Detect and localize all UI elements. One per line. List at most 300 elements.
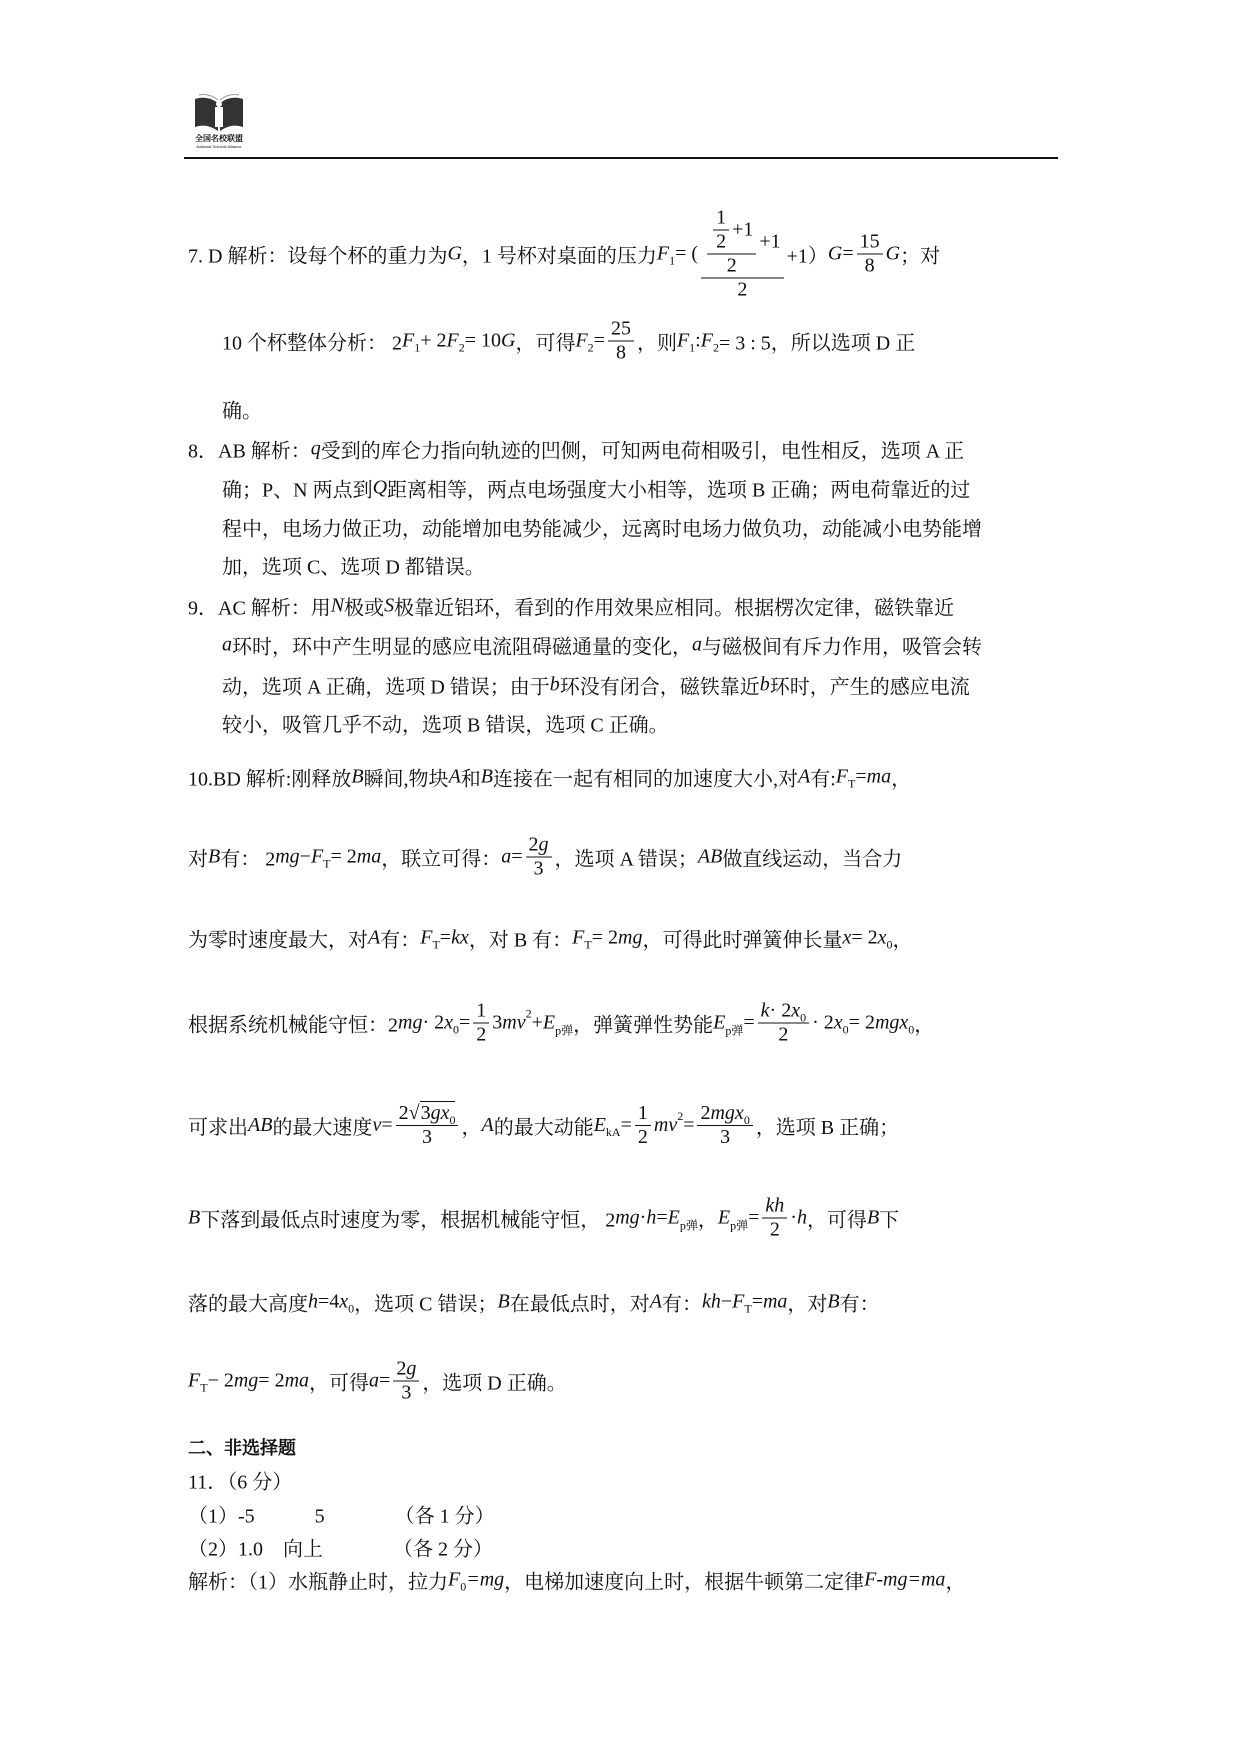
math-variable: F	[575, 329, 588, 352]
text-run: ，	[891, 768, 912, 791]
denominator	[713, 231, 729, 254]
text-run: =	[459, 1011, 471, 1034]
subscript: 1	[669, 253, 676, 268]
text-run: ，联立可得：	[381, 848, 502, 871]
math-variable: mgx	[874, 1011, 909, 1034]
text-run: = 2	[258, 1369, 285, 1392]
text-line	[188, 1466, 292, 1495]
math-variable: AB	[697, 845, 723, 868]
text-run: =	[748, 1206, 760, 1229]
text-run: （2）1.0 向上 （各 2 分）	[188, 1538, 493, 1561]
math-variable: mv	[653, 1113, 678, 1136]
text-line	[222, 709, 669, 738]
subscript: 2	[458, 340, 465, 355]
denominator	[531, 858, 547, 881]
text-run: 动，选项 A 正确，选项 D 错误；由于	[222, 676, 550, 699]
text-run: 2	[726, 254, 737, 277]
text-run: ，可得此时弹簧伸长量	[642, 929, 843, 952]
text-run: 8	[615, 341, 626, 364]
text-run: +1	[732, 218, 754, 241]
text-line	[188, 1566, 965, 1595]
math-variable: x	[842, 926, 852, 949]
math-variable: k	[760, 999, 770, 1022]
math-variable: x	[791, 999, 801, 1022]
subscript: T	[848, 776, 856, 791]
text-run: 8．AB 解析：	[188, 440, 311, 463]
book-logo-icon	[191, 93, 247, 133]
denominator	[473, 1024, 489, 1047]
text-line	[222, 551, 485, 580]
logo-english-text: National Schools Alliance	[196, 144, 242, 149]
text-run: =	[842, 242, 854, 265]
subscript: 2	[587, 340, 594, 355]
denominator	[862, 255, 878, 278]
text-run: 10.BD 解析:刚释放	[188, 768, 352, 791]
subscript: kA	[605, 1124, 621, 1139]
math-variable: kh	[701, 1290, 721, 1313]
subscript: p弹	[725, 1023, 744, 1038]
denominator	[775, 1024, 791, 1047]
section-heading: 二、非选择题	[188, 1438, 296, 1459]
fraction	[713, 207, 729, 254]
text-run: =	[381, 1113, 393, 1136]
text-run: =	[656, 1206, 668, 1229]
text-run: = 10	[464, 329, 501, 352]
text-line	[188, 1358, 567, 1405]
numerator	[707, 207, 756, 255]
math-variable: b	[549, 673, 560, 696]
math-variable: F-mg=ma	[864, 1568, 946, 1591]
numerator	[713, 207, 729, 231]
text-run: 根据系统机械能守恒：2	[188, 1014, 398, 1037]
text-line	[222, 631, 982, 660]
fraction	[526, 834, 552, 881]
text-run: · 2	[812, 1011, 834, 1034]
text-run: ，可得	[806, 1209, 867, 1232]
text-run: ，1 号杯对桌面的压力	[461, 245, 657, 268]
text-run: 有：	[380, 929, 421, 952]
math-variable: ma	[356, 845, 382, 868]
math-variable: E	[542, 1011, 556, 1034]
text-run: 环时，产生的感应电流	[769, 676, 970, 699]
fraction	[473, 1000, 489, 1047]
text-line	[188, 1288, 880, 1317]
denominator	[398, 1382, 414, 1405]
header-divider	[184, 157, 1058, 159]
subscript: 0	[908, 1022, 915, 1037]
text-run: 极靠近铝环，看到的作用效果应相同。根据楞次定律，磁铁靠近	[394, 597, 955, 620]
text-line	[222, 474, 970, 503]
text-run: ，	[461, 1116, 482, 1139]
denominator	[717, 1126, 733, 1149]
text-run: ，弹簧弹性势能	[573, 1014, 714, 1037]
text-run: 7. D 解析：设每个杯的重力为	[188, 245, 448, 268]
math-variable: ma	[762, 1290, 788, 1313]
math-variable: A	[448, 765, 461, 788]
text-run: 和	[460, 768, 481, 791]
text-run: 为零时速度最大，对	[188, 929, 368, 952]
subscript: T	[432, 937, 440, 952]
math-variable: h	[796, 1206, 807, 1229]
fraction	[758, 1000, 809, 1047]
math-variable: x	[444, 1011, 454, 1034]
numerator	[396, 1101, 459, 1126]
math-variable: g	[538, 833, 549, 856]
text-run: =4	[318, 1290, 340, 1313]
text-run: 较小，吸管几乎不动，选项 B 错误，选项 C 正确。	[222, 714, 669, 737]
fraction	[396, 1101, 459, 1149]
text-run: 可求出	[188, 1116, 248, 1139]
text-run: 有：	[661, 1293, 702, 1316]
text-line	[188, 1195, 899, 1242]
text-run: 15	[859, 230, 880, 253]
math-variable: G	[447, 242, 462, 265]
text-run: −	[299, 845, 311, 868]
subscript: p弹	[679, 1218, 698, 1233]
math-variable: kx	[451, 926, 469, 949]
math-variable: F	[446, 329, 459, 352]
text-run: 10 个杯整体分析： 2	[222, 332, 402, 355]
text-line	[222, 671, 970, 700]
fraction	[697, 1102, 752, 1149]
math-variable: mg	[618, 926, 643, 949]
text-run: 程中，电场力做正功，动能增加电势能减少，远离时电场力做负功，动能减小电势能增	[222, 518, 982, 541]
text-run: 有： 2	[220, 848, 276, 871]
math-variable: F	[700, 329, 713, 352]
text-run: = 2	[330, 845, 357, 868]
text-run: · 2	[769, 999, 792, 1022]
subscript: T	[200, 1380, 208, 1395]
math-variable: x	[877, 926, 887, 949]
text-run: 9．AC 解析：用	[188, 597, 331, 620]
text-line	[188, 435, 964, 464]
math-variable: B	[480, 765, 493, 788]
math-variable: F	[732, 1290, 745, 1313]
text-run: =	[743, 1011, 755, 1034]
subscript: T	[584, 937, 592, 952]
text-run: ，	[892, 929, 913, 952]
math-variable: S	[384, 594, 395, 617]
subscript: 0	[348, 1301, 355, 1316]
subscript: 0	[743, 1112, 750, 1127]
text-line	[188, 1500, 495, 1529]
math-variable: q	[310, 437, 321, 460]
text-run: 2	[476, 1023, 487, 1046]
denominator	[734, 279, 750, 302]
math-variable: x	[339, 1290, 349, 1313]
text-run: ；对	[900, 245, 941, 268]
math-variable: F	[402, 329, 415, 352]
text-run: = 3 : 5，所以选项 D 正	[718, 332, 916, 355]
text-run: =	[593, 329, 605, 352]
subscript: 0	[800, 1010, 807, 1025]
text-run: 受到的库仑力指向轨迹的凹侧，可知两电荷相吸引，电性相反，选项 A 正	[320, 440, 965, 463]
subscript: T	[323, 856, 331, 871]
text-run: 2	[716, 230, 727, 253]
fraction	[701, 207, 784, 302]
text-line	[188, 834, 902, 881]
logo	[188, 93, 250, 149]
text-run: 解析：（1）水瓶静止时，拉力	[188, 1571, 448, 1594]
math-variable: mgx	[710, 1101, 744, 1124]
text-run: 3	[533, 857, 544, 880]
text-run: =	[620, 1113, 632, 1136]
text-run: ，	[945, 1571, 966, 1594]
text-run: 2	[637, 1125, 648, 1148]
text-run: ，	[697, 1209, 718, 1232]
text-line	[188, 1101, 899, 1149]
text-run: 瞬间,物块	[363, 768, 449, 791]
text-run: 下落到最低点时速度为零，根据机械能守恒， 2	[200, 1209, 616, 1232]
math-variable: ma	[866, 765, 892, 788]
math-variable: B	[497, 1290, 510, 1313]
text-run: ·	[790, 1206, 797, 1229]
text-line	[222, 318, 915, 365]
numerator	[635, 1102, 651, 1126]
text-run: 2	[769, 1218, 780, 1241]
math-variable: mg	[275, 845, 300, 868]
text-run: ，选项 A 错误；	[554, 848, 698, 871]
logo-chinese-text: 全国名校联盟	[195, 134, 243, 143]
text-run: ，可得	[515, 332, 576, 355]
text-run: 下	[879, 1209, 900, 1232]
text-line	[188, 1533, 493, 1562]
math-variable: mg	[615, 1206, 640, 1229]
math-variable: B	[351, 765, 364, 788]
math-variable: a	[222, 633, 232, 656]
text-run: 有：	[839, 1293, 880, 1316]
text-run: 对	[188, 848, 208, 871]
text-run: ，则	[636, 332, 677, 355]
math-variable: kh	[765, 1194, 785, 1217]
text-run: 确；P、N 两点到	[222, 479, 373, 502]
text-line	[222, 513, 982, 542]
text-line	[188, 1434, 296, 1460]
text-run: 有:	[810, 768, 836, 791]
text-run: ，选项 C 错误；	[354, 1293, 498, 1316]
text-run: 环时，环中产生明显的感应电流阻碍磁通量的变化，	[232, 636, 692, 659]
math-variable: x	[833, 1011, 843, 1034]
text-run: 连接在一起有相同的加速度大小,对	[493, 768, 798, 791]
text-line	[222, 395, 262, 424]
text-run: 加，选项 C、选项 D 都错误。	[222, 556, 485, 579]
math-variable: F	[835, 765, 848, 788]
text-run: 的最大动能	[493, 1116, 594, 1139]
text-run: =	[855, 765, 867, 788]
math-variable: A	[368, 926, 381, 949]
denominator	[724, 255, 740, 278]
fraction	[762, 1195, 787, 1242]
math-variable: mg	[398, 1011, 423, 1034]
text-run: 2	[737, 278, 748, 301]
text-run: 落的最大高度	[188, 1293, 308, 1316]
subscript: 1	[414, 340, 421, 355]
superscript: 2	[677, 1108, 684, 1123]
denominator	[419, 1126, 435, 1149]
math-variable: E	[593, 1113, 606, 1136]
text-run: ，选项 B 正确；	[755, 1116, 900, 1139]
text-run: 的最大速度	[272, 1116, 373, 1139]
math-variable: mg	[233, 1369, 259, 1392]
math-variable: a	[501, 845, 512, 868]
subscript: 0	[453, 1022, 460, 1037]
text-run: 与磁极间有斥力作用，吸管会转	[702, 636, 982, 659]
text-run: 2	[396, 1357, 407, 1380]
subscript: 2	[712, 340, 719, 355]
text-run: 25	[610, 317, 631, 340]
text-run: （1）-5 5 （各 1 分）	[188, 1505, 495, 1528]
text-run: · 2	[422, 1011, 445, 1034]
math-variable: B	[188, 1206, 201, 1229]
fraction	[857, 231, 883, 278]
text-run: =	[751, 1290, 763, 1313]
text-run: +1）	[786, 245, 828, 268]
denominator	[635, 1126, 651, 1149]
math-variable: F	[572, 926, 585, 949]
math-variable: B	[866, 1206, 880, 1229]
math-variable: gx	[430, 1102, 450, 1124]
text-run: = 2	[848, 1011, 875, 1034]
math-variable: mv	[502, 1011, 526, 1034]
math-variable: A	[798, 765, 811, 788]
fraction	[707, 207, 756, 278]
text-run: + 2	[420, 329, 447, 352]
subscript: 0	[449, 1113, 456, 1127]
numerator	[758, 1000, 809, 1024]
math-variable: a	[692, 633, 702, 656]
text-run: ，对	[787, 1293, 828, 1316]
math-variable: a	[369, 1369, 380, 1392]
text-line	[188, 592, 954, 621]
text-run: ，可得	[309, 1372, 370, 1395]
text-run: ·	[639, 1206, 647, 1229]
math-variable: F	[310, 845, 324, 868]
text-run: 做直线运动，当合力	[722, 848, 903, 871]
math-variable: Q	[372, 476, 388, 499]
math-variable: h	[308, 1290, 318, 1313]
math-variable: G	[885, 242, 901, 265]
numerator	[697, 1102, 752, 1126]
text-run: ，对 B 有：	[468, 929, 573, 952]
math-variable: ma	[284, 1369, 310, 1392]
fraction	[608, 318, 634, 365]
numerator	[701, 207, 784, 279]
numerator	[393, 1358, 419, 1382]
denominator	[613, 342, 629, 365]
numerator	[473, 1000, 489, 1024]
text-run: 1	[476, 999, 487, 1022]
math-variable: AB	[248, 1113, 273, 1136]
math-variable: A	[649, 1290, 662, 1313]
fraction	[393, 1358, 419, 1405]
subscript: 0	[886, 937, 893, 952]
numerator	[608, 318, 634, 342]
text-run: 1	[637, 1101, 648, 1124]
text-run: = 2	[591, 926, 619, 949]
math-variable: g	[406, 1357, 417, 1380]
text-run: 11．（6 分）	[188, 1471, 293, 1494]
text-run: 3	[720, 1125, 731, 1148]
math-variable: B	[208, 845, 221, 868]
math-variable: h	[646, 1206, 657, 1229]
math-variable: F	[656, 242, 670, 265]
text-run: 3	[420, 1102, 431, 1124]
text-run: ，选项 D 正确。	[422, 1372, 567, 1395]
text-line	[188, 1000, 934, 1047]
text-line	[188, 924, 913, 953]
text-run: 2	[528, 833, 539, 856]
text-run: 3	[401, 1381, 412, 1404]
text-run: +	[531, 1011, 543, 1034]
text-run: 距离相等，两点电场强度大小相等，选项 B 正确；两电荷靠近的过	[387, 479, 971, 502]
text-run: 3	[422, 1126, 433, 1148]
math-variable: F	[676, 329, 690, 352]
text-run: =	[683, 1113, 695, 1136]
text-run: = 2	[851, 926, 878, 949]
text-run: 3	[492, 1011, 503, 1034]
math-variable: F	[448, 1568, 461, 1591]
text-line	[188, 207, 940, 302]
text-run: ，	[914, 1014, 935, 1037]
subscript: p弹	[730, 1218, 749, 1233]
text-line	[188, 763, 911, 792]
text-run: 环没有闭合，磁铁靠近	[559, 676, 760, 699]
numerator	[762, 1195, 787, 1219]
text-run: − 2	[207, 1369, 234, 1392]
math-variable: =mg	[466, 1568, 505, 1591]
text-run: 8	[864, 254, 875, 277]
numerator	[857, 231, 883, 255]
subscript: p弹	[555, 1023, 574, 1038]
text-run: 确。	[222, 400, 262, 423]
text-run: =	[439, 926, 452, 949]
math-variable: b	[759, 673, 770, 696]
math-variable: B	[827, 1290, 840, 1313]
subscript: 1	[689, 340, 696, 355]
text-run: 极或	[344, 597, 385, 620]
subscript: 0	[460, 1579, 467, 1594]
radicand	[420, 1101, 456, 1125]
text-run: +1	[759, 230, 781, 253]
text-run: :	[695, 329, 701, 352]
superscript: 2	[525, 1006, 532, 1021]
math-variable: F	[420, 926, 433, 949]
math-variable: E	[713, 1011, 726, 1034]
subscript: T	[744, 1301, 752, 1316]
math-variable: F	[188, 1369, 201, 1392]
math-variable: E	[717, 1206, 731, 1229]
text-run: =	[511, 845, 523, 868]
subscript: 0	[842, 1022, 849, 1037]
text-run: =	[379, 1369, 391, 1392]
denominator	[767, 1219, 783, 1242]
math-variable: G	[501, 329, 516, 352]
fraction	[635, 1102, 651, 1149]
text-run: 2√	[398, 1101, 420, 1124]
numerator	[526, 834, 552, 858]
text-run: = (	[675, 242, 699, 265]
text-run: 在最低点时，对	[509, 1293, 650, 1316]
math-variable: v	[372, 1113, 382, 1136]
text-run: 2	[700, 1101, 711, 1124]
math-variable: N	[330, 594, 345, 617]
text-run: −	[720, 1290, 733, 1313]
math-variable: A	[481, 1113, 494, 1136]
text-run: 2	[778, 1023, 789, 1046]
text-run: 1	[716, 206, 727, 229]
text-run: ，电梯加速度向上时，根据牛顿第二定律	[504, 1571, 865, 1594]
math-variable: E	[667, 1206, 680, 1229]
